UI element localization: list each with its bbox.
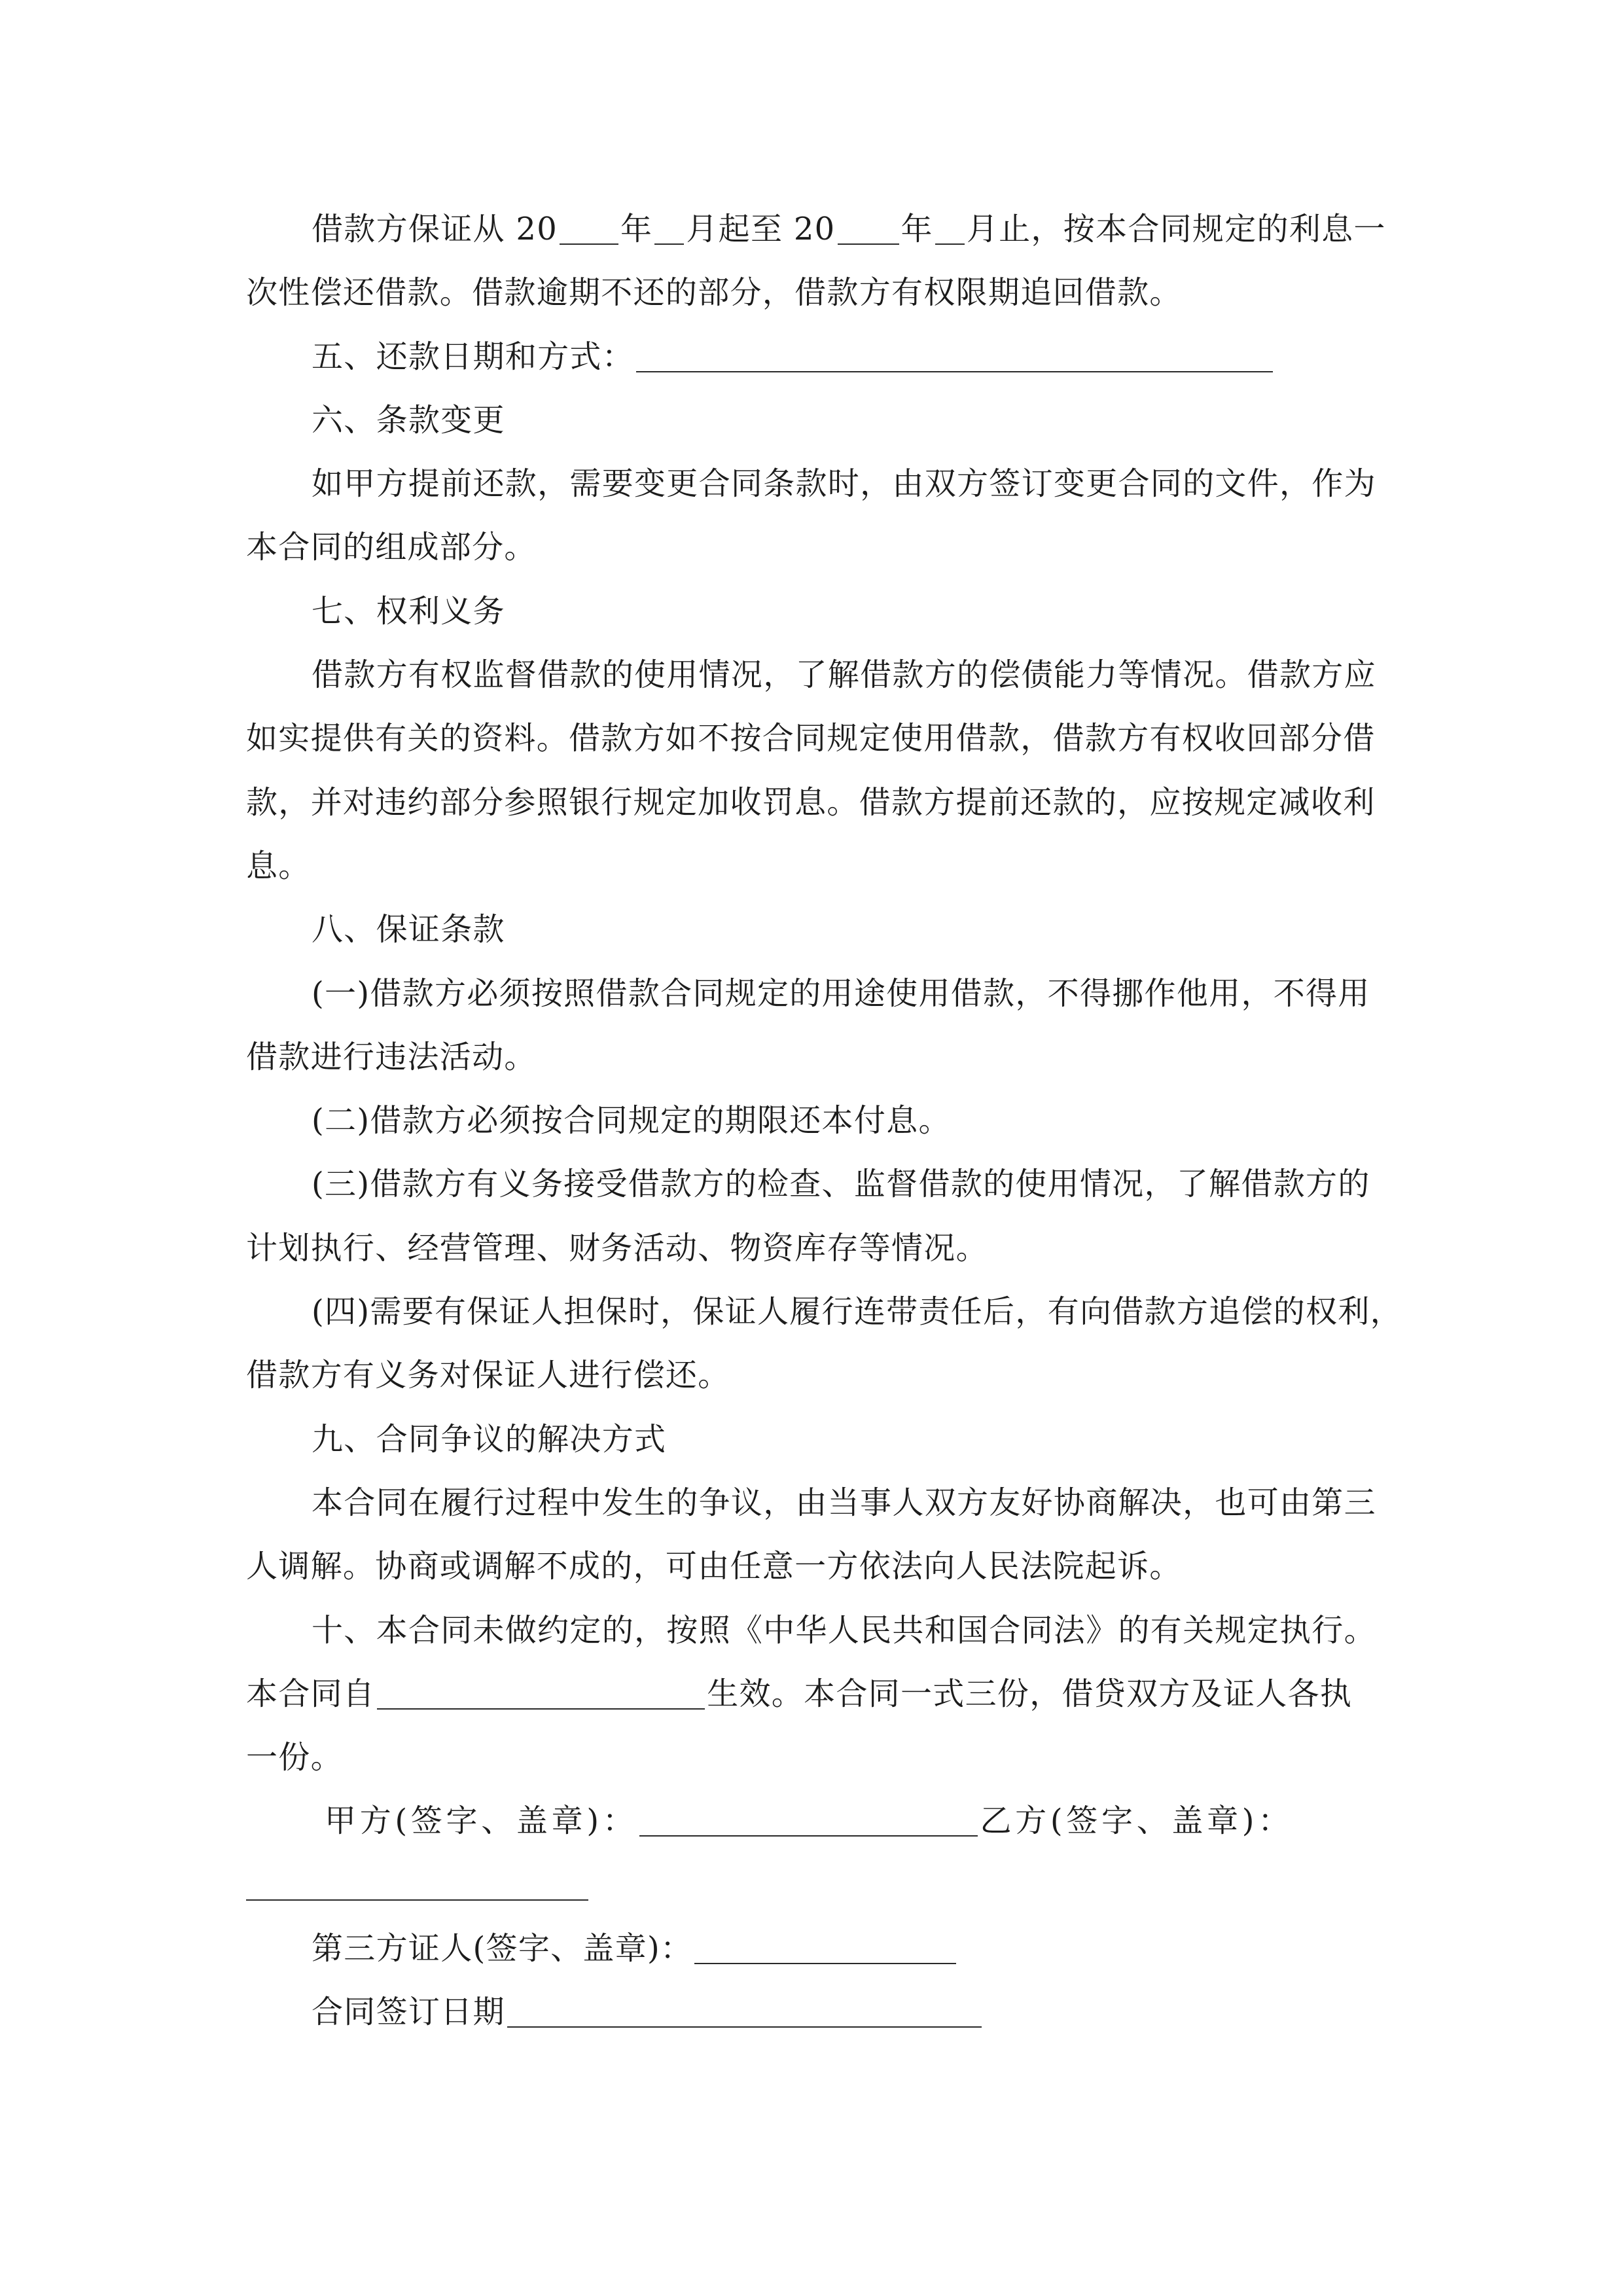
- section-heading-6: 六、条款变更: [312, 401, 505, 439]
- party-b-signature-blank: [246, 1899, 588, 1901]
- clause-line: 本合同在履行过程中发生的争议，由当事人双方友好协商解决，也可由第三: [312, 1484, 1376, 1521]
- clause-line: 息。: [246, 847, 311, 884]
- party-b-label: 乙方(签字、盖章)：: [980, 1803, 1293, 1840]
- repayment-term-line: 次性偿还借款。借款逾期不还的部分，借款方有权限期追回借款。: [246, 274, 1182, 312]
- effective-text: 本合同自: [246, 1675, 376, 1712]
- clause-line: 人调解。协商或调解不成的，可由任意一方依法向人民法院起诉。: [246, 1548, 1182, 1585]
- sign-date-line: [246, 1981, 1489, 2044]
- effective-date-blank: [377, 1708, 705, 1710]
- guarantee-item-2: (二)借款方必须按合同规定的期限还本付息。: [312, 1102, 951, 1139]
- repayment-term-line: [246, 198, 1489, 261]
- clause-line: 一份。: [246, 1739, 343, 1776]
- sign-date-blank: [507, 2026, 982, 2028]
- section-heading-8: 八、保证条款: [312, 911, 505, 948]
- section-heading-9: 九、合同争议的解决方式: [312, 1420, 667, 1458]
- effective-text: 生效。本合同一式三份，借贷双方及证人各执: [707, 1675, 1353, 1712]
- effective-date-line: [246, 1662, 1489, 1726]
- guarantee-item-4: (四)需要有保证人担保时，保证人履行连带责任后，有向借款方追偿的权利，: [312, 1293, 1402, 1331]
- guarantee-item-1-cont: 借款进行违法活动。: [246, 1038, 537, 1075]
- clause-line: 借款方有权监督借款的使用情况，了解借款方的偿债能力等情况。借款方应: [312, 656, 1376, 694]
- section-10-line: 十、本合同未做约定的，按照《中华人民共和国合同法》的有关规定执行。: [312, 1611, 1376, 1649]
- clause-line: 款，并对违约部分参照银行规定加收罚息。借款方提前还款的，应按规定减收利: [246, 783, 1376, 821]
- contract-body: [246, 198, 1489, 2045]
- party-a-signature-blank: [639, 1835, 978, 1837]
- clause-line: 如实提供有关的资料。借款方如不按合同规定使用借款，借款方有权收回部分借: [246, 720, 1376, 757]
- repayment-term-text: 月止，按本合同规定的利息一: [966, 211, 1386, 247]
- party-signature-line: [246, 1789, 1489, 1853]
- end-year-blank: [838, 243, 899, 245]
- start-year-blank: [560, 243, 618, 245]
- clause-line: 本合同的组成部分。: [246, 529, 537, 566]
- section-heading-text: 五、还款日期和方式：: [312, 338, 635, 375]
- clause-line: 如甲方提前还款，需要变更合同条款时，由双方签订变更合同的文件，作为: [312, 465, 1376, 503]
- repayment-term-text: 月起至 20: [686, 211, 836, 247]
- repayment-term-text: 年: [901, 211, 933, 247]
- witness-signature-blank: [694, 1963, 956, 1964]
- repayment-term-text: 借款方保证从 20: [312, 211, 558, 247]
- guarantee-item-1: (一)借款方必须按照借款合同规定的用途使用借款，不得挪作他用，不得用: [312, 975, 1370, 1012]
- party-a-label: 甲方(签字、盖章)：: [325, 1803, 638, 1840]
- section-heading-5: [246, 325, 1489, 389]
- repayment-term-text: 年: [620, 211, 653, 247]
- section-heading-7: 七、权利义务: [312, 592, 505, 630]
- end-month-blank: [935, 243, 965, 245]
- repayment-method-blank: [636, 371, 1273, 372]
- witness-label: 第三方证人(签字、盖章)：: [312, 1930, 693, 1967]
- sign-date-label: 合同签订日期: [312, 1994, 505, 2031]
- party-b-signature-line: [246, 1854, 1489, 1917]
- guarantee-item-3-cont: 计划执行、经营管理、财务活动、物资库存等情况。: [246, 1229, 988, 1266]
- guarantee-item-4-cont: 借款方有义务对保证人进行偿还。: [246, 1357, 730, 1394]
- witness-signature-line: [246, 1917, 1489, 1981]
- start-month-blank: [654, 243, 684, 245]
- guarantee-item-3: (三)借款方有义务接受借款方的检查、监督借款的使用情况，了解借款方的: [312, 1166, 1370, 1203]
